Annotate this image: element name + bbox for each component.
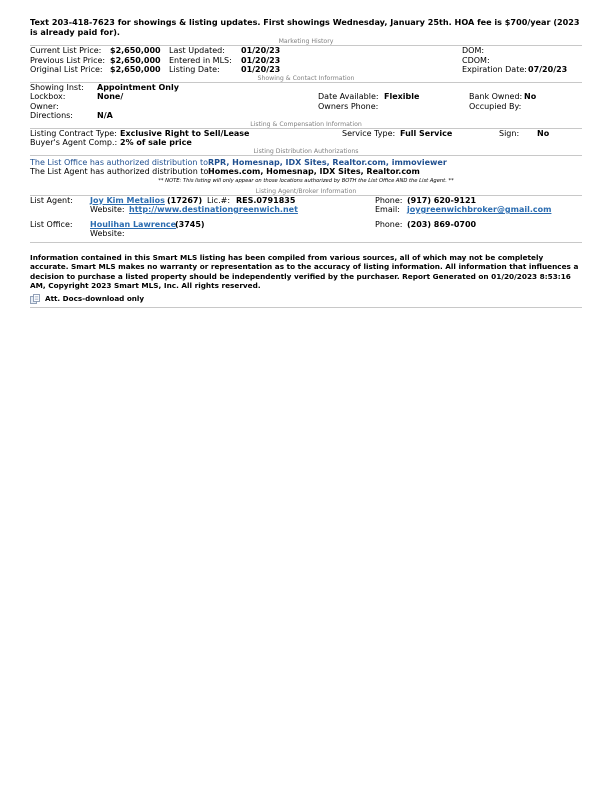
office-phone-value: (203) 869-0700 bbox=[407, 219, 477, 229]
directions-row bbox=[30, 111, 582, 121]
service-type-value: Full Service bbox=[400, 128, 453, 138]
agent-phone-label: Phone: bbox=[375, 195, 403, 205]
list-office-label: List Office: bbox=[30, 219, 73, 229]
office-website-label: Website: bbox=[90, 229, 125, 238]
date-available-label: Date Available: bbox=[318, 92, 379, 101]
mls-disclaimer: Information contained in this Smart MLS listing has been compiled from various sources, all of which may not be completely accurate. Smart MLS makes no warranty or representation as to the accuracy of listing information. All information that influences a decision to purchase a listed property should be independently verified by the purchaser. Report Generated on 01/20/2023 8:53:16 AM, Copyright 2023 Smart MLS, Inc. All rights reserved. bbox=[30, 252, 579, 291]
showing-inst-label: Showing Inst: bbox=[30, 82, 84, 92]
original-price-value: $2,650,000 bbox=[110, 65, 161, 74]
agent-distribution-sites: Homes.com, Homesnap, IDX Sites, Realtor.com bbox=[208, 167, 420, 176]
buyer-comp-value: 2% of sale price bbox=[120, 138, 192, 147]
agent-distribution-row bbox=[30, 167, 582, 177]
sign-label: Sign: bbox=[499, 128, 520, 138]
showing-inst-row bbox=[30, 83, 582, 93]
agent-website-label: Website: bbox=[90, 205, 125, 214]
list-agent-id: (17267) bbox=[167, 195, 203, 205]
previous-price-row bbox=[30, 56, 582, 66]
showing-inst-value: Appointment Only bbox=[97, 82, 179, 92]
original-price-row bbox=[30, 65, 582, 75]
agent-website-link[interactable]: http://www.destinationgreenwich.net bbox=[129, 205, 298, 214]
expiration-value: 07/20/23 bbox=[528, 65, 568, 74]
office-phone-label: Phone: bbox=[375, 219, 403, 229]
office-distribution-sites: RPR, Homesnap, IDX Sites, Realtor.com, immoviewer bbox=[208, 157, 447, 167]
office-distribution-label: The List Office has authorized distribution to: bbox=[30, 157, 211, 167]
attached-docs-label: Att. Docs-download only bbox=[45, 294, 145, 304]
lockbox-value: None/ bbox=[97, 92, 124, 101]
agent-website-row bbox=[30, 205, 582, 215]
list-office-id: (3745) bbox=[175, 219, 205, 229]
agent-phone-value: (917) 620-9121 bbox=[407, 195, 477, 205]
office-distribution-row bbox=[30, 158, 582, 168]
buyer-comp-row bbox=[30, 138, 582, 148]
agent-email-link[interactable]: joygreenwichbroker@gmail.com bbox=[407, 205, 552, 214]
current-price-label: Current List Price: bbox=[30, 46, 102, 55]
entered-mls-value: 01/20/23 bbox=[241, 55, 281, 65]
buyer-comp-label: Buyer's Agent Comp.: bbox=[30, 138, 118, 147]
occupied-by-label: Occupied By: bbox=[469, 101, 522, 111]
list-agent-name-link[interactable]: Joy Kim Metalios bbox=[90, 195, 165, 205]
license-value: RES.0791835 bbox=[236, 195, 296, 205]
date-available-value: Flexible bbox=[384, 92, 420, 101]
previous-price-value: $2,650,000 bbox=[110, 55, 161, 65]
list-office-name-link[interactable]: Houlihan Lawrence bbox=[90, 219, 177, 229]
documents-icon bbox=[30, 294, 41, 304]
contract-type-value: Exclusive Right to Sell/Lease bbox=[120, 128, 250, 138]
contract-type-row bbox=[30, 129, 582, 139]
listing-remarks: Text 203-418-7623 for showings & listing updates. First showings Wednesday, January 25th. HOA fee is $700/year (2023 is already paid for). bbox=[30, 17, 580, 37]
attached-docs-link[interactable] bbox=[30, 293, 582, 308]
office-website-row bbox=[30, 229, 582, 239]
dom-label: DOM: bbox=[462, 46, 485, 55]
list-agent-row bbox=[30, 196, 582, 206]
sign-value: No bbox=[537, 128, 550, 138]
agent-email-label: Email: bbox=[375, 205, 400, 214]
original-price-label: Original List Price: bbox=[30, 65, 103, 74]
distribution-title: Listing Distribution Authorizations bbox=[30, 148, 582, 156]
current-price-value: $2,650,000 bbox=[110, 46, 161, 55]
lockbox-label: Lockbox: bbox=[30, 92, 66, 101]
lockbox-row bbox=[30, 92, 582, 102]
distribution-note: ** NOTE: This listing will only appear on those locations authorized by BOTH the List Office AND the List Agent. ** bbox=[158, 177, 454, 184]
contract-type-label: Listing Contract Type: bbox=[30, 128, 117, 138]
agent-distribution-label: The List Agent has authorized distribution to: bbox=[30, 167, 212, 176]
bank-owned-value: No bbox=[524, 92, 537, 101]
listing-report bbox=[30, 17, 582, 308]
owner-label: Owner: bbox=[30, 101, 59, 111]
owner-row bbox=[30, 102, 582, 112]
listing-date-label: Listing Date: bbox=[169, 65, 220, 74]
last-updated-label: Last Updated: bbox=[169, 46, 225, 55]
entered-mls-label: Entered in MLS: bbox=[169, 55, 232, 65]
list-office-row bbox=[30, 220, 582, 230]
expiration-label: Expiration Date: bbox=[462, 65, 527, 74]
marketing-history-title: Marketing History bbox=[30, 38, 582, 46]
compensation-title: Listing & Compensation Information bbox=[30, 121, 582, 129]
bank-owned-label: Bank Owned: bbox=[469, 92, 523, 101]
previous-price-label: Previous List Price: bbox=[30, 55, 106, 65]
current-price-row bbox=[30, 46, 582, 56]
cdom-label: CDOM: bbox=[462, 55, 490, 65]
service-type-label: Service Type: bbox=[342, 128, 396, 138]
directions-value: N/A bbox=[97, 111, 113, 120]
showing-contact-title: Showing & Contact Information bbox=[30, 75, 582, 83]
agent-broker-title: Listing Agent/Broker Information bbox=[30, 188, 582, 196]
license-label: Lic.#: bbox=[207, 195, 231, 205]
owners-phone-label: Owners Phone: bbox=[318, 101, 379, 111]
list-agent-label: List Agent: bbox=[30, 195, 73, 205]
section-divider bbox=[30, 242, 582, 243]
directions-label: Directions: bbox=[30, 111, 74, 120]
last-updated-value: 01/20/23 bbox=[241, 46, 281, 55]
listing-date-value: 01/20/23 bbox=[241, 65, 281, 74]
